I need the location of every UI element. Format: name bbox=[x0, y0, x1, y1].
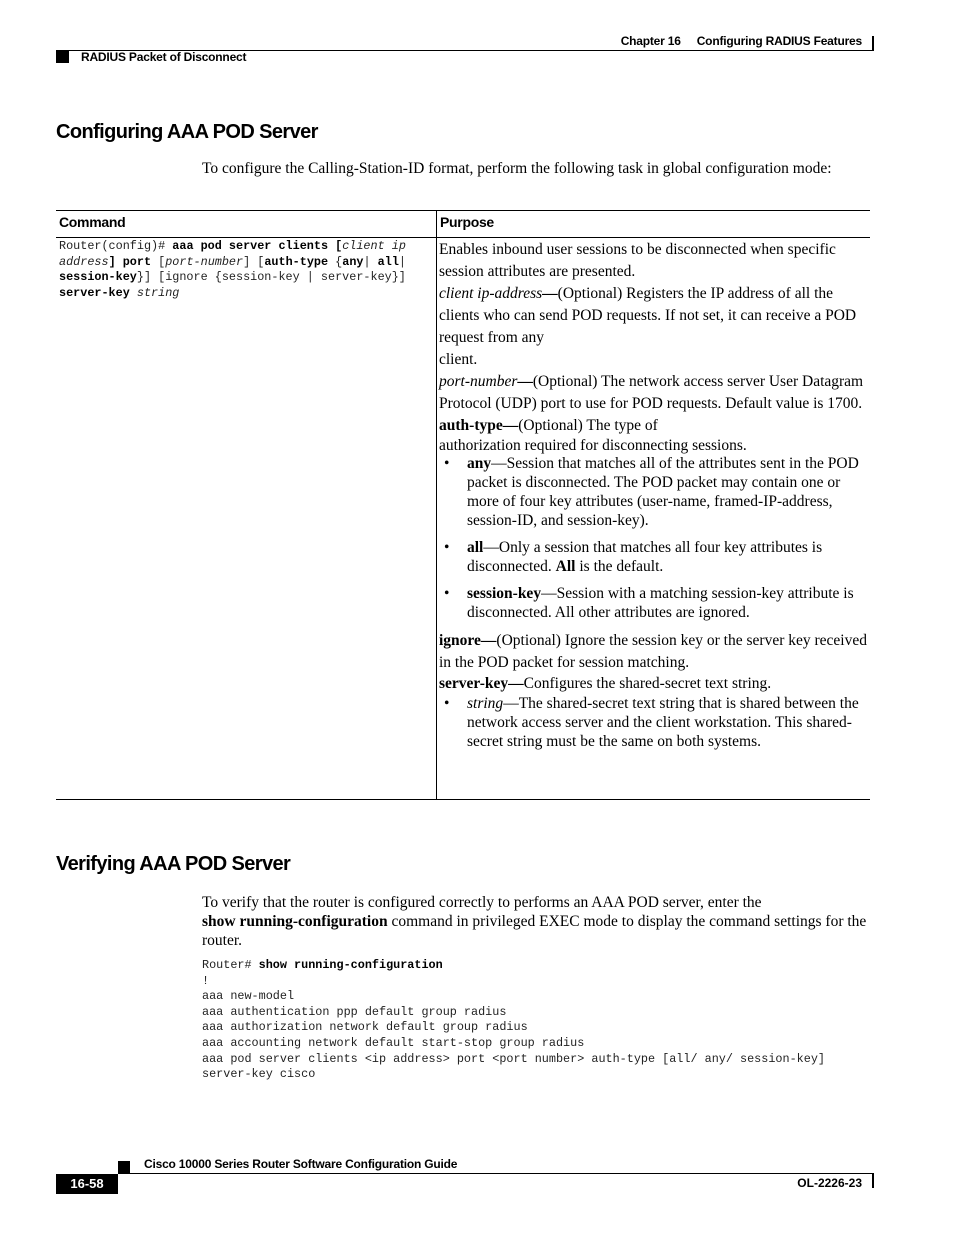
bullet-all bbox=[439, 538, 869, 576]
page-number: 16-58 bbox=[56, 1174, 118, 1194]
intro-text: To verify that the router is configured correctly to performs an AAA POD server, enter the bbox=[202, 894, 762, 911]
bullet-term: All bbox=[555, 558, 576, 575]
purpose-intro: Enables inbound user sessions to be disconnected when specific session attributes are presented. bbox=[439, 241, 836, 280]
purpose-server-key bbox=[439, 674, 869, 694]
term-description: (Optional) The network access server User Datagram Protocol (UDP) port to use for POD requests. Default value is 1700. bbox=[439, 373, 864, 412]
running-header-right bbox=[621, 34, 862, 48]
header-tick-mark bbox=[872, 36, 874, 50]
term-description: (Optional) The type of bbox=[518, 417, 658, 434]
bullet-string bbox=[439, 694, 869, 751]
footer-rule bbox=[118, 1173, 874, 1174]
purpose-description bbox=[439, 239, 869, 751]
bullet-session-key bbox=[439, 584, 869, 622]
cmd-text: [ bbox=[151, 254, 166, 269]
section-heading-verifying: Verifying AAA POD Server bbox=[56, 853, 291, 875]
cmd-keyword: session-key bbox=[59, 270, 137, 284]
term-auth-type: auth-type bbox=[439, 417, 503, 434]
bullet-description: is the default. bbox=[575, 558, 664, 575]
cmd-text bbox=[130, 286, 137, 300]
term-dash: — bbox=[542, 285, 558, 302]
config-code-block bbox=[202, 958, 825, 1083]
bullet-term: string bbox=[467, 695, 504, 712]
bullet-description: —Session with a matching session-key attribute is disconnected. All other attributes are ignored. bbox=[467, 585, 854, 621]
auth-type-bullet-list bbox=[439, 454, 869, 622]
code-command: show running-configuration bbox=[258, 958, 443, 972]
chapter-number: Chapter 16 bbox=[620, 34, 681, 48]
cmd-argument: string bbox=[136, 285, 180, 300]
cmd-keyword: all bbox=[377, 254, 399, 269]
document-number: OL-2226-23 bbox=[797, 1176, 862, 1190]
header-block-marker bbox=[56, 50, 69, 63]
command-table bbox=[56, 210, 870, 800]
cmd-keyword: aaa pod server clients [ bbox=[172, 239, 343, 253]
chapter-title: Configuring RADIUS Features bbox=[696, 34, 862, 48]
cmd-text: ] [ bbox=[243, 254, 265, 269]
purpose-port-number bbox=[439, 371, 869, 415]
purpose-client-ip bbox=[439, 283, 869, 349]
section-heading-configuring: Configuring AAA POD Server bbox=[56, 121, 318, 143]
table-bottom-rule bbox=[56, 799, 870, 800]
purpose-auth-type bbox=[439, 415, 869, 437]
section-intro-configuring: To configure the Calling-Station-ID format, perform the following task in global configuration mode: bbox=[202, 160, 832, 177]
intro-command: show running-configuration bbox=[202, 913, 388, 930]
bullet-term: any bbox=[467, 455, 492, 472]
cmd-argument: port-number bbox=[165, 254, 244, 269]
running-header-section: RADIUS Packet of Disconnect bbox=[81, 50, 247, 64]
term-ignore: ignore— bbox=[439, 632, 497, 649]
bullet-description: —The shared-secret text string that is shared between the network access server and the client workstation. This shared-secret string must be the same on both systems. bbox=[467, 695, 859, 750]
bullet-description: —Session that matches all of the attributes sent in the POD packet is disconnected. The POD packet may contain one or more of four key attributes (user-name, framed-IP-address, session-ID, and session-key). bbox=[467, 455, 859, 529]
cmd-text: | bbox=[398, 254, 406, 269]
term-description: (Optional) Registers the IP address of all the clients who can send POD requests. If not set, it can receive a POD request from any bbox=[439, 285, 857, 346]
term-client-ip: client ip-address bbox=[439, 285, 543, 302]
code-line: aaa authorization network default group radius bbox=[202, 1020, 528, 1035]
term-description: Configures the shared-secret text string. bbox=[523, 675, 772, 692]
footer-tick-mark bbox=[872, 1174, 874, 1188]
table-column-divider bbox=[436, 210, 437, 800]
term-server-key: server-key— bbox=[439, 675, 524, 692]
cmd-prompt: Router(config)# bbox=[59, 239, 173, 253]
code-line: aaa pod server clients <ip address> port <port number> auth-type [all/ any/ session-key] bbox=[202, 1051, 825, 1066]
code-line: aaa authentication ppp default group radius bbox=[202, 1004, 507, 1019]
table-header-rule bbox=[56, 237, 870, 238]
cmd-text: { bbox=[328, 254, 343, 269]
purpose-ignore bbox=[439, 630, 869, 674]
footer-block-marker bbox=[118, 1161, 130, 1173]
bullet-term: all bbox=[467, 539, 484, 556]
term-port-number: port-number bbox=[439, 373, 518, 390]
server-key-bullet-list bbox=[439, 694, 869, 751]
term-description: (Optional) Ignore the session key or the server key received in the POD packet for session matching. bbox=[439, 632, 867, 671]
term-dash: — bbox=[502, 417, 519, 434]
code-prompt: Router# bbox=[202, 958, 259, 972]
column-header-purpose: Purpose bbox=[440, 214, 494, 230]
cmd-keyword: ] port bbox=[108, 254, 152, 269]
section-intro-verifying bbox=[202, 893, 877, 950]
bullet-any bbox=[439, 454, 869, 530]
cmd-argument: client ip address bbox=[59, 239, 406, 269]
column-header-command: Command bbox=[59, 214, 126, 230]
cmd-keyword: auth-type bbox=[264, 254, 329, 269]
bullet-description: —Only a session that matches all four key attributes is disconnected. bbox=[467, 539, 823, 575]
term-dash: — bbox=[517, 373, 533, 390]
code-line: aaa accounting network default start-stop group radius bbox=[202, 1035, 585, 1050]
code-line: aaa new-model bbox=[202, 989, 295, 1004]
footer-guide-title: Cisco 10000 Series Router Software Configuration Guide bbox=[144, 1157, 458, 1171]
table-top-rule bbox=[56, 210, 870, 211]
intro-text: command in privileged EXEC mode to display the command settings for the router. bbox=[202, 913, 867, 949]
cmd-keyword: server-key bbox=[59, 285, 130, 300]
command-syntax bbox=[59, 239, 431, 301]
code-line: ! bbox=[202, 973, 210, 988]
cmd-keyword: any bbox=[342, 254, 364, 269]
bullet-term: session-key bbox=[467, 585, 542, 602]
cmd-text: | bbox=[363, 254, 378, 269]
code-line: server-key cisco bbox=[202, 1067, 316, 1082]
purpose-auth-type-cont: authorization required for disconnecting sessions. bbox=[439, 437, 747, 454]
purpose-client-ip-cont: client. bbox=[439, 351, 478, 368]
cmd-text: }] [ignore {session-key | server-key}] bbox=[136, 270, 406, 284]
